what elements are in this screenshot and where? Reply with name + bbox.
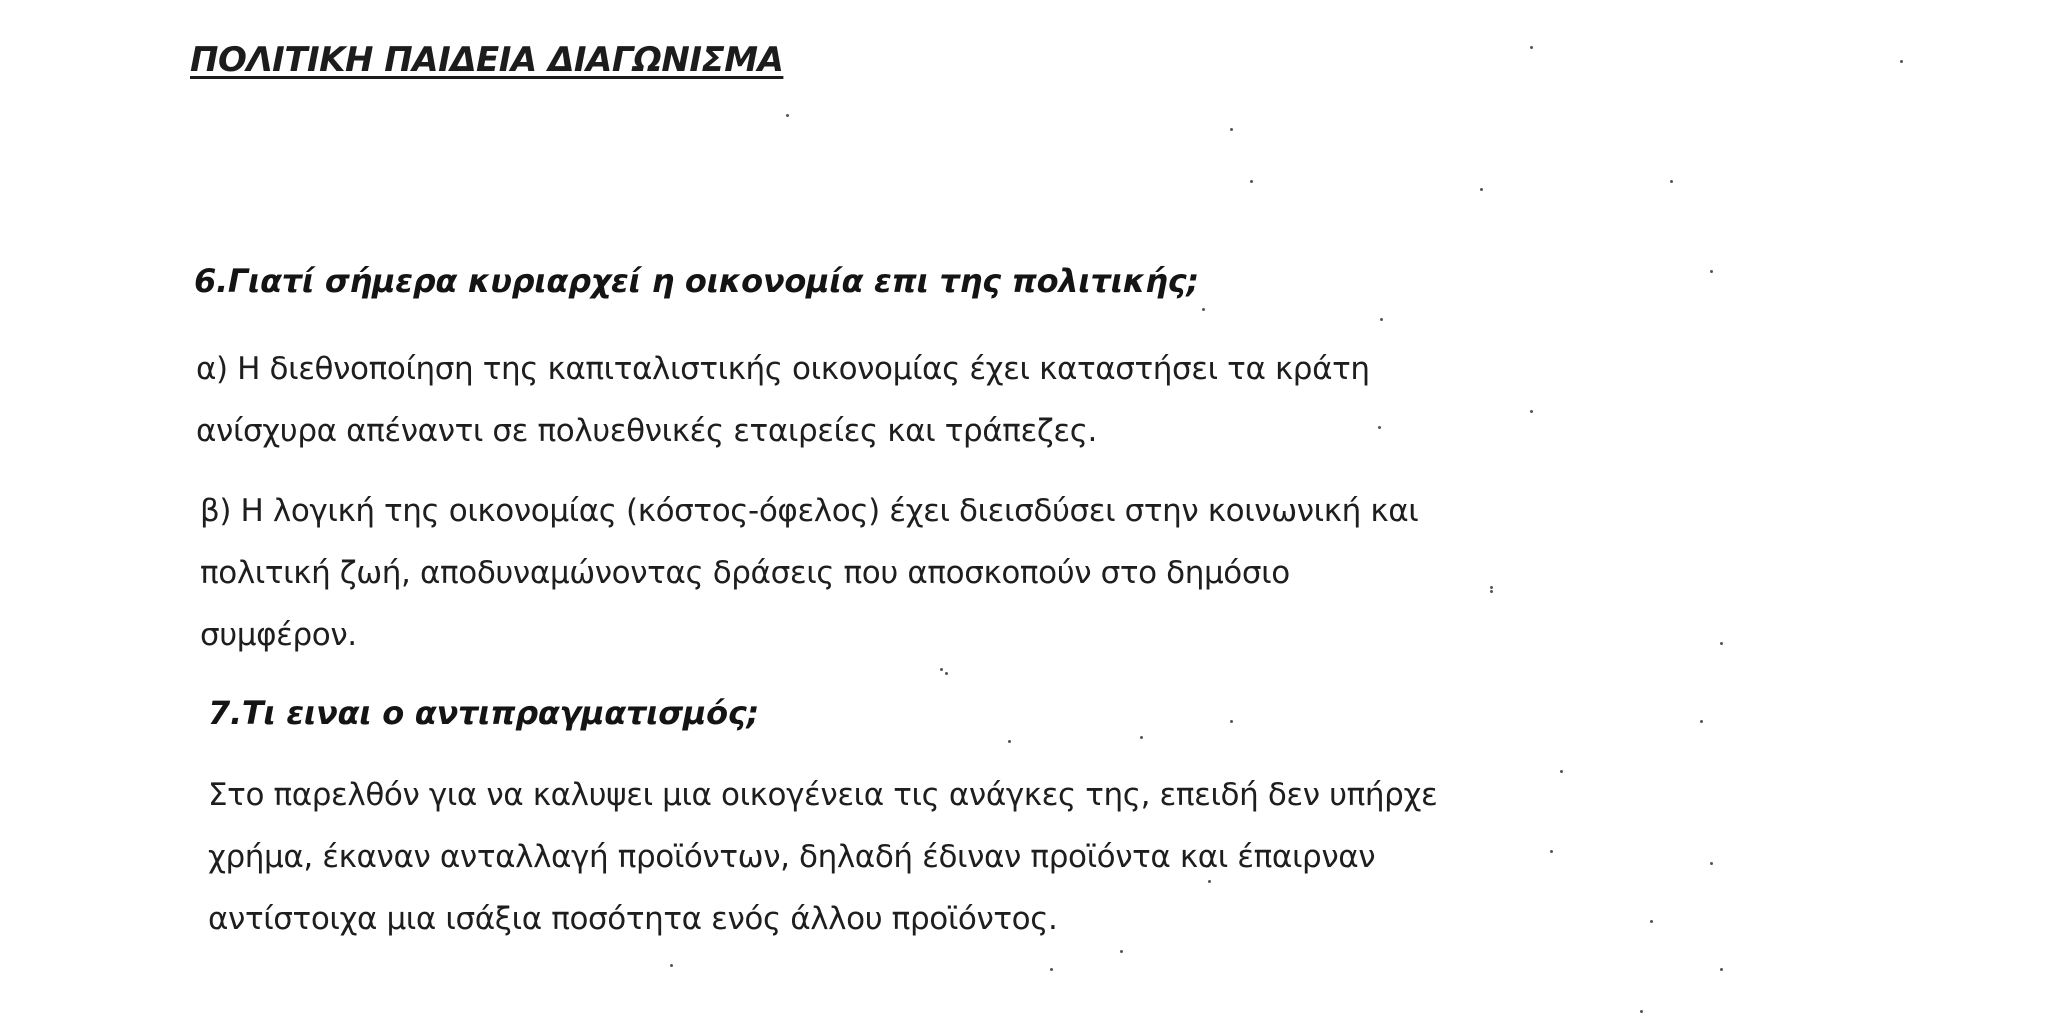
answer-6-a-line-2: ανίσχυρα απέναντι σε πολυεθνικές εταιρείες και τράπεζες. (196, 413, 1097, 449)
scan-speck (1640, 1010, 1643, 1013)
scan-speck (1700, 720, 1703, 723)
scan-speck (1250, 180, 1253, 183)
scan-speck (1378, 426, 1381, 429)
scan-speck (1670, 180, 1673, 183)
answer-7-line-2: χρήμα, έκαναν ανταλλαγή προϊόντων, δηλαδή έδιναν προϊόντα και έπαιρναν (208, 839, 1376, 875)
scan-speck (1720, 642, 1723, 645)
scan-speck (1008, 740, 1011, 743)
scan-speck (1530, 46, 1533, 49)
question-6: 6.Γιατί σήμερα κυριαρχεί η οικονομία επι της πολιτικής; (194, 262, 1199, 300)
scan-speck (1490, 586, 1493, 589)
scan-speck (1530, 410, 1533, 413)
answer-6-b-line-1: β) Η λογική της οικονομίας (κόστος-όφελος) έχει διεισδύσει στην κοινωνική και (200, 493, 1419, 529)
scan-speck (1720, 968, 1723, 971)
answer-7-line-3: αντίστοιχα μια ισάξια ποσότητα ενός άλλου προϊόντος. (208, 901, 1058, 937)
answer-6-b (200, 480, 1418, 666)
answer-7 (208, 764, 1437, 950)
scan-speck (1208, 880, 1211, 883)
answer-6-a-line-1: α) Η διεθνοποίηση της καπιταλιστικής οικονομίας έχει καταστήσει τα κράτη (196, 351, 1370, 387)
scan-speck (1480, 188, 1483, 191)
scan-speck (1490, 590, 1493, 593)
answer-7-line-1: Στο παρελθόν για να καλυψει μια οικογένεια τις ανάγκες της, επειδή δεν υπήρχε (208, 777, 1438, 813)
scan-speck (1120, 950, 1123, 953)
scan-speck (786, 114, 789, 117)
scan-speck (1202, 308, 1205, 311)
scan-speck (1900, 60, 1903, 63)
answer-6-b-line-2: πολιτική ζωή, αποδυναμώνοντας δράσεις που αποσκοπούν στο δημόσιο (200, 555, 1290, 591)
scan-speck (1230, 128, 1233, 131)
document-title: ΠΟΛΙΤΙΚΗ ΠΑΙΔΕΙΑ ΔΙΑΓΩΝΙΣΜΑ (190, 40, 784, 80)
scan-speck (1140, 736, 1143, 739)
scan-speck (1710, 270, 1713, 273)
scan-speck (670, 964, 673, 967)
scan-speck (940, 668, 943, 671)
scan-speck (1380, 318, 1383, 321)
scan-speck (1560, 770, 1563, 773)
scan-speck (945, 672, 948, 675)
scan-speck (1050, 968, 1053, 971)
answer-6-a (196, 338, 1370, 462)
scan-speck (1710, 862, 1713, 865)
scan-speck (1550, 850, 1553, 853)
scan-speck (1230, 720, 1233, 723)
scan-speck (1650, 920, 1653, 923)
question-7: 7.Τι ειναι ο αντιπραγματισμός; (208, 694, 759, 732)
answer-6-b-line-3: συμφέρον. (200, 617, 357, 653)
